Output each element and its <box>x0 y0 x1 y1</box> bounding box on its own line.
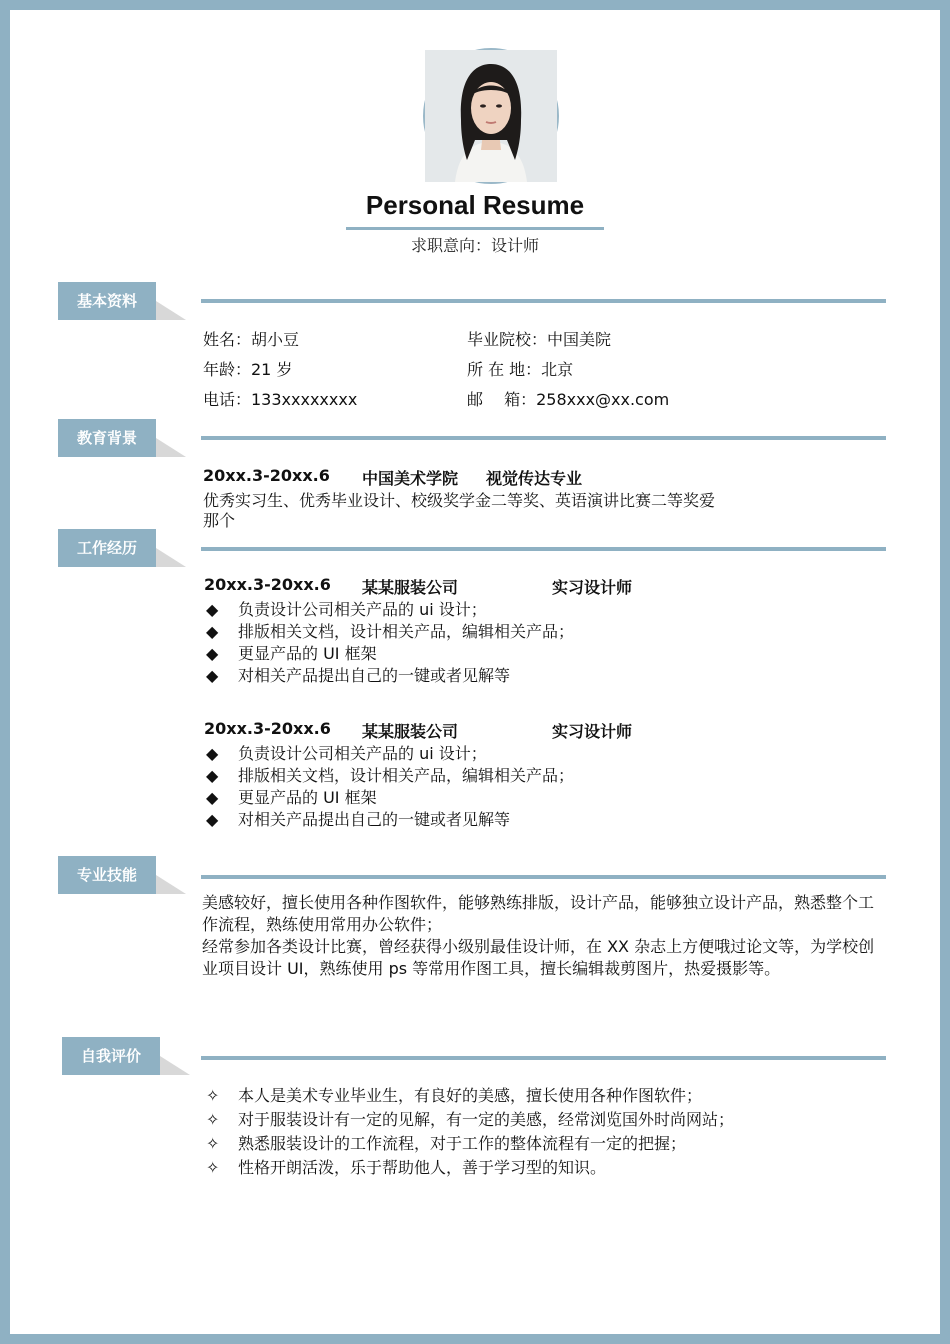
info-email: 邮 箱：258xxx@xx.com <box>467 390 670 409</box>
info-location: 所 在 地：北京 <box>467 360 574 379</box>
section-tag-fold <box>156 438 186 457</box>
star-bullet-icon: ✧ <box>206 1086 220 1105</box>
section-tag-fold <box>156 875 186 894</box>
section-rule <box>201 875 886 879</box>
self-eval-item: ✧ 性格开朗活泼，乐于帮助他人，善于学习型的知识。 <box>206 1158 607 1177</box>
diamond-bullet-icon: ◆ <box>206 600 219 619</box>
section-tag-education: 教育背景 <box>58 419 156 457</box>
self-eval-item: ✧ 对于服装设计有一定的见解，有一定的美感，经常浏览国外时尚网站； <box>206 1110 735 1129</box>
info-age: 年龄：21 岁 <box>203 360 293 379</box>
diamond-bullet-icon: ◆ <box>206 744 219 763</box>
job-company: 某某服装公司 <box>362 578 459 597</box>
job-duty-item: ◆ 对相关产品提出自己的一键或者见解等 <box>206 810 511 829</box>
title-underline <box>346 227 604 230</box>
job-duty-item: ◆ 更显产品的 UI 框架 <box>206 788 377 807</box>
section-tag-self-eval: 自我评价 <box>62 1037 160 1075</box>
profile-photo <box>423 48 559 184</box>
star-bullet-icon: ✧ <box>206 1134 220 1153</box>
section-tag-work: 工作经历 <box>58 529 156 567</box>
info-phone: 电话：133xxxxxxxx <box>203 390 358 409</box>
page-title: Personal Resume <box>365 190 585 220</box>
job-role: 实习设计师 <box>552 578 633 597</box>
job-duty-item: ◆ 排版相关文档，设计相关产品，编辑相关产品； <box>206 766 575 785</box>
job-company: 某某服装公司 <box>362 722 459 741</box>
job-duty-item: ◆ 负责设计公司相关产品的 ui 设计； <box>206 600 487 619</box>
star-bullet-icon: ✧ <box>206 1110 220 1129</box>
diamond-bullet-icon: ◆ <box>206 622 219 641</box>
section-tag-fold <box>156 548 186 567</box>
section-tag-fold <box>160 1056 190 1075</box>
info-name: 姓名：胡小豆 <box>203 330 300 349</box>
diamond-bullet-icon: ◆ <box>206 666 219 685</box>
section-tag-fold <box>156 301 186 320</box>
diamond-bullet-icon: ◆ <box>206 810 219 829</box>
job-duty-item: ◆ 对相关产品提出自己的一键或者见解等 <box>206 666 511 685</box>
job-duty-item: ◆ 负责设计公司相关产品的 ui 设计； <box>206 744 487 763</box>
star-bullet-icon: ✧ <box>206 1158 220 1177</box>
section-rule <box>201 1056 886 1060</box>
edu-honors-clipped: 那个 <box>203 511 236 530</box>
section-tag-basic: 基本资料 <box>58 282 156 320</box>
self-eval-item: ✧ 熟悉服装设计的工作流程，对于工作的整体流程有一定的把握； <box>206 1134 687 1153</box>
section-rule <box>201 436 886 440</box>
job-duty-item: ◆ 排版相关文档，设计相关产品，编辑相关产品； <box>206 622 575 641</box>
info-school: 毕业院校：中国美院 <box>467 330 612 349</box>
skills-paragraph-2: 经常参加各类设计比赛，曾经获得小级别最佳设计师，在 XX 杂志上方便哦过论文等，为学校创业项目设计 UI，熟练使用 ps 等常用作图工具，擅长编辑裁剪图片，热爱摄影等。 <box>202 937 875 978</box>
diamond-bullet-icon: ◆ <box>206 766 219 785</box>
skills-paragraph-1: 美感较好，擅长使用各种作图软件，能够熟练排版，设计产品，能够独立设计产品，熟悉整个工作流程，熟练使用常用办公软件； <box>202 893 875 934</box>
section-rule <box>201 299 886 303</box>
section-tag-skills: 专业技能 <box>58 856 156 894</box>
edu-major: 视觉传达专业 <box>486 469 583 488</box>
diamond-bullet-icon: ◆ <box>206 644 219 663</box>
job-duty-item: ◆ 更显产品的 UI 框架 <box>206 644 377 663</box>
job-period: 20xx.3-20xx.6 <box>204 575 331 594</box>
job-period: 20xx.3-20xx.6 <box>204 719 331 738</box>
diamond-bullet-icon: ◆ <box>206 788 219 807</box>
job-role: 实习设计师 <box>552 722 633 741</box>
edu-period: 20xx.3-20xx.6 <box>203 466 330 485</box>
section-rule <box>201 547 886 551</box>
edu-honors: 优秀实习生、优秀毕业设计、校级奖学金二等奖、英语演讲比赛二等奖爱 <box>203 491 716 510</box>
resume-page <box>10 10 940 1334</box>
self-eval-item: ✧ 本人是美术专业毕业生，有良好的美感，擅长使用各种作图软件； <box>206 1086 703 1105</box>
job-objective: 求职意向：设计师 <box>410 236 539 255</box>
edu-school: 中国美术学院 <box>362 469 459 488</box>
